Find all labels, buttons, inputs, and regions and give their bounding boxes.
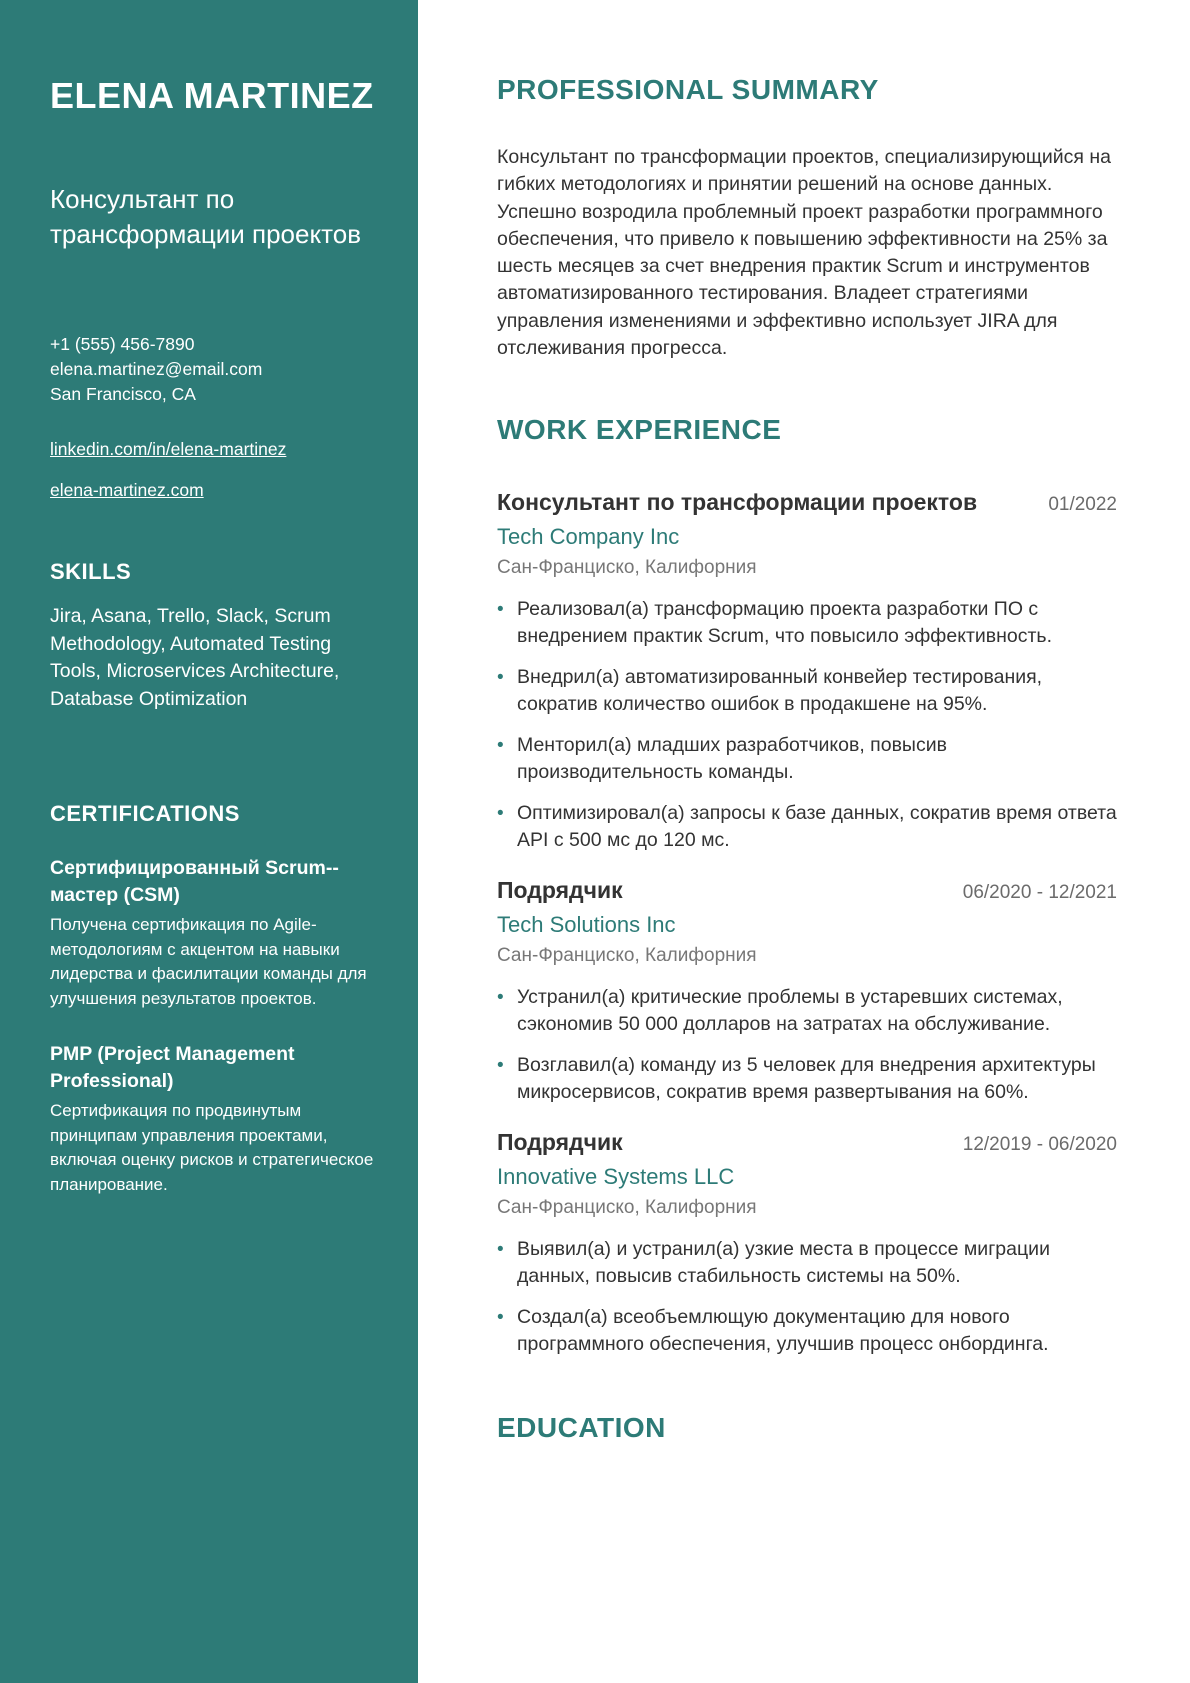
job-title: Подрядчик bbox=[497, 877, 623, 904]
phone-text: +1 (555) 456-7890 bbox=[50, 334, 195, 354]
bullet-text: Создал(а) всеобъемлющую документацию для нового программного обеспечения, улучшив процесс онбординга. bbox=[517, 1306, 1049, 1356]
skills-text: Jira, Asana, Trello, Slack, Scrum Methodology, Automated Testing Tools, Microservices Architecture, Database Optimization bbox=[50, 605, 340, 710]
work-experience-heading: WORK EXPERIENCE bbox=[497, 414, 782, 446]
job-location: Сан-Франциско, Калифорния bbox=[497, 557, 757, 579]
main-content bbox=[497, 72, 1117, 1446]
certification-title: PMP (Project Management Professional) bbox=[50, 1043, 295, 1092]
job-bullets bbox=[497, 1236, 1117, 1358]
bullet-item bbox=[497, 1052, 1117, 1106]
website-link[interactable]: elena-martinez.com bbox=[50, 480, 204, 500]
job-location: Сан-Франциско, Калифорния bbox=[497, 945, 757, 967]
bullet-item bbox=[497, 800, 1117, 854]
sidebar bbox=[0, 0, 418, 1683]
bullet-item bbox=[497, 732, 1117, 786]
job-date: 01/2022 bbox=[1048, 494, 1117, 516]
certification-description: Сертификация по продвинутым принципам управления проектами, включая оценку рисков и стратегическое планирование. bbox=[50, 1101, 374, 1194]
job-title: Подрядчик bbox=[497, 1129, 623, 1156]
bullet-icon: • bbox=[497, 1055, 504, 1077]
job-entry bbox=[497, 874, 1117, 1106]
job-bullets bbox=[497, 596, 1117, 854]
bullet-item bbox=[497, 1236, 1117, 1290]
certification-title: Сертифицированный Scrum--мастер (CSM) bbox=[50, 857, 339, 906]
job-header bbox=[497, 486, 1117, 518]
bullet-item bbox=[497, 1304, 1117, 1358]
bullet-item bbox=[497, 664, 1117, 718]
email-text: elena.martinez@email.com bbox=[50, 359, 263, 379]
sidebar-content bbox=[50, 72, 380, 1197]
job-date: 12/2019 - 06/2020 bbox=[962, 1134, 1117, 1156]
bullet-icon: • bbox=[497, 735, 504, 757]
certifications-heading: CERTIFICATIONS bbox=[50, 801, 240, 826]
bullet-item bbox=[497, 984, 1117, 1038]
bullet-text: Менторил(а) младших разработчиков, повысив производительность команды. bbox=[517, 734, 947, 784]
job-date: 06/2020 - 12/2021 bbox=[962, 882, 1117, 904]
job-entry bbox=[497, 1126, 1117, 1358]
bullet-icon: • bbox=[497, 803, 504, 825]
contact-block bbox=[50, 332, 380, 407]
bullet-text: Устранил(а) критические проблемы в устаревших системах, сэкономив 50 000 долларов на затратах на обслуживание. bbox=[517, 986, 1063, 1036]
skills-heading: SKILLS bbox=[50, 559, 132, 584]
bullet-text: Выявил(а) и устранил(а) узкие места в процессе миграции данных, повысив стабильность системы на 50%. bbox=[517, 1238, 1050, 1288]
bullet-text: Внедрил(а) автоматизированный конвейер тестирования, сократив количество ошибок в продакшене на 95%. bbox=[517, 666, 1043, 716]
job-bullets bbox=[497, 984, 1117, 1106]
job-location: Сан-Франциско, Калифорния bbox=[497, 1197, 757, 1219]
job-entry bbox=[497, 486, 1117, 854]
education-heading: EDUCATION bbox=[497, 1412, 666, 1444]
candidate-title: Консультант по трансформации проектов bbox=[50, 184, 362, 249]
job-header bbox=[497, 874, 1117, 906]
bullet-item bbox=[497, 596, 1117, 650]
company-name: Tech Company Inc bbox=[497, 524, 680, 550]
job-title: Консультант по трансформации проектов bbox=[497, 489, 978, 516]
certification-description: Получена сертификация по Agile-методологиям с акцентом на навыки лидерства и фасилитации команды для улучшения результатов проектов. bbox=[50, 915, 367, 1008]
bullet-text: Возглавил(а) команду из 5 человек для внедрения архитектуры микросервисов, сократив время развертывания на 60%. bbox=[517, 1054, 1096, 1104]
company-name: Innovative Systems LLC bbox=[497, 1164, 735, 1190]
bullet-icon: • bbox=[497, 667, 504, 689]
bullet-icon: • bbox=[497, 1307, 504, 1329]
location-text: San Francisco, CA bbox=[50, 384, 196, 404]
certification-item bbox=[50, 855, 380, 1011]
linkedin-link[interactable]: linkedin.com/in/elena-martinez bbox=[50, 439, 287, 459]
links-block bbox=[50, 437, 380, 503]
certification-item bbox=[50, 1041, 380, 1197]
candidate-name: ELENA MARTINEZ bbox=[50, 75, 374, 116]
job-header bbox=[497, 1126, 1117, 1158]
bullet-icon: • bbox=[497, 987, 504, 1009]
summary-text: Консультант по трансформации проектов, специализирующийся на гибких методологиях и принятии решений на основе данных. Успешно возродила проблемный проект разработки программного обеспечения, что привело к повышению эффективности на 25% за шесть месяцев за счет внедрения практик Scrum и инструментов автоматизированного тестирования. Владеет стратегиями управления изменениями и эффективно использует JIRA для отслеживания прогресса. bbox=[497, 146, 1111, 360]
summary-heading: PROFESSIONAL SUMMARY bbox=[497, 74, 879, 105]
bullet-text: Оптимизировал(а) запросы к базе данных, сократив время ответа API с 500 мс до 120 мс. bbox=[517, 802, 1117, 852]
bullet-icon: • bbox=[497, 1239, 504, 1261]
bullet-text: Реализовал(а) трансформацию проекта разработки ПО с внедрением практик Scrum, что повысило эффективность. bbox=[517, 598, 1052, 648]
company-name: Tech Solutions Inc bbox=[497, 912, 676, 938]
bullet-icon: • bbox=[497, 599, 504, 621]
